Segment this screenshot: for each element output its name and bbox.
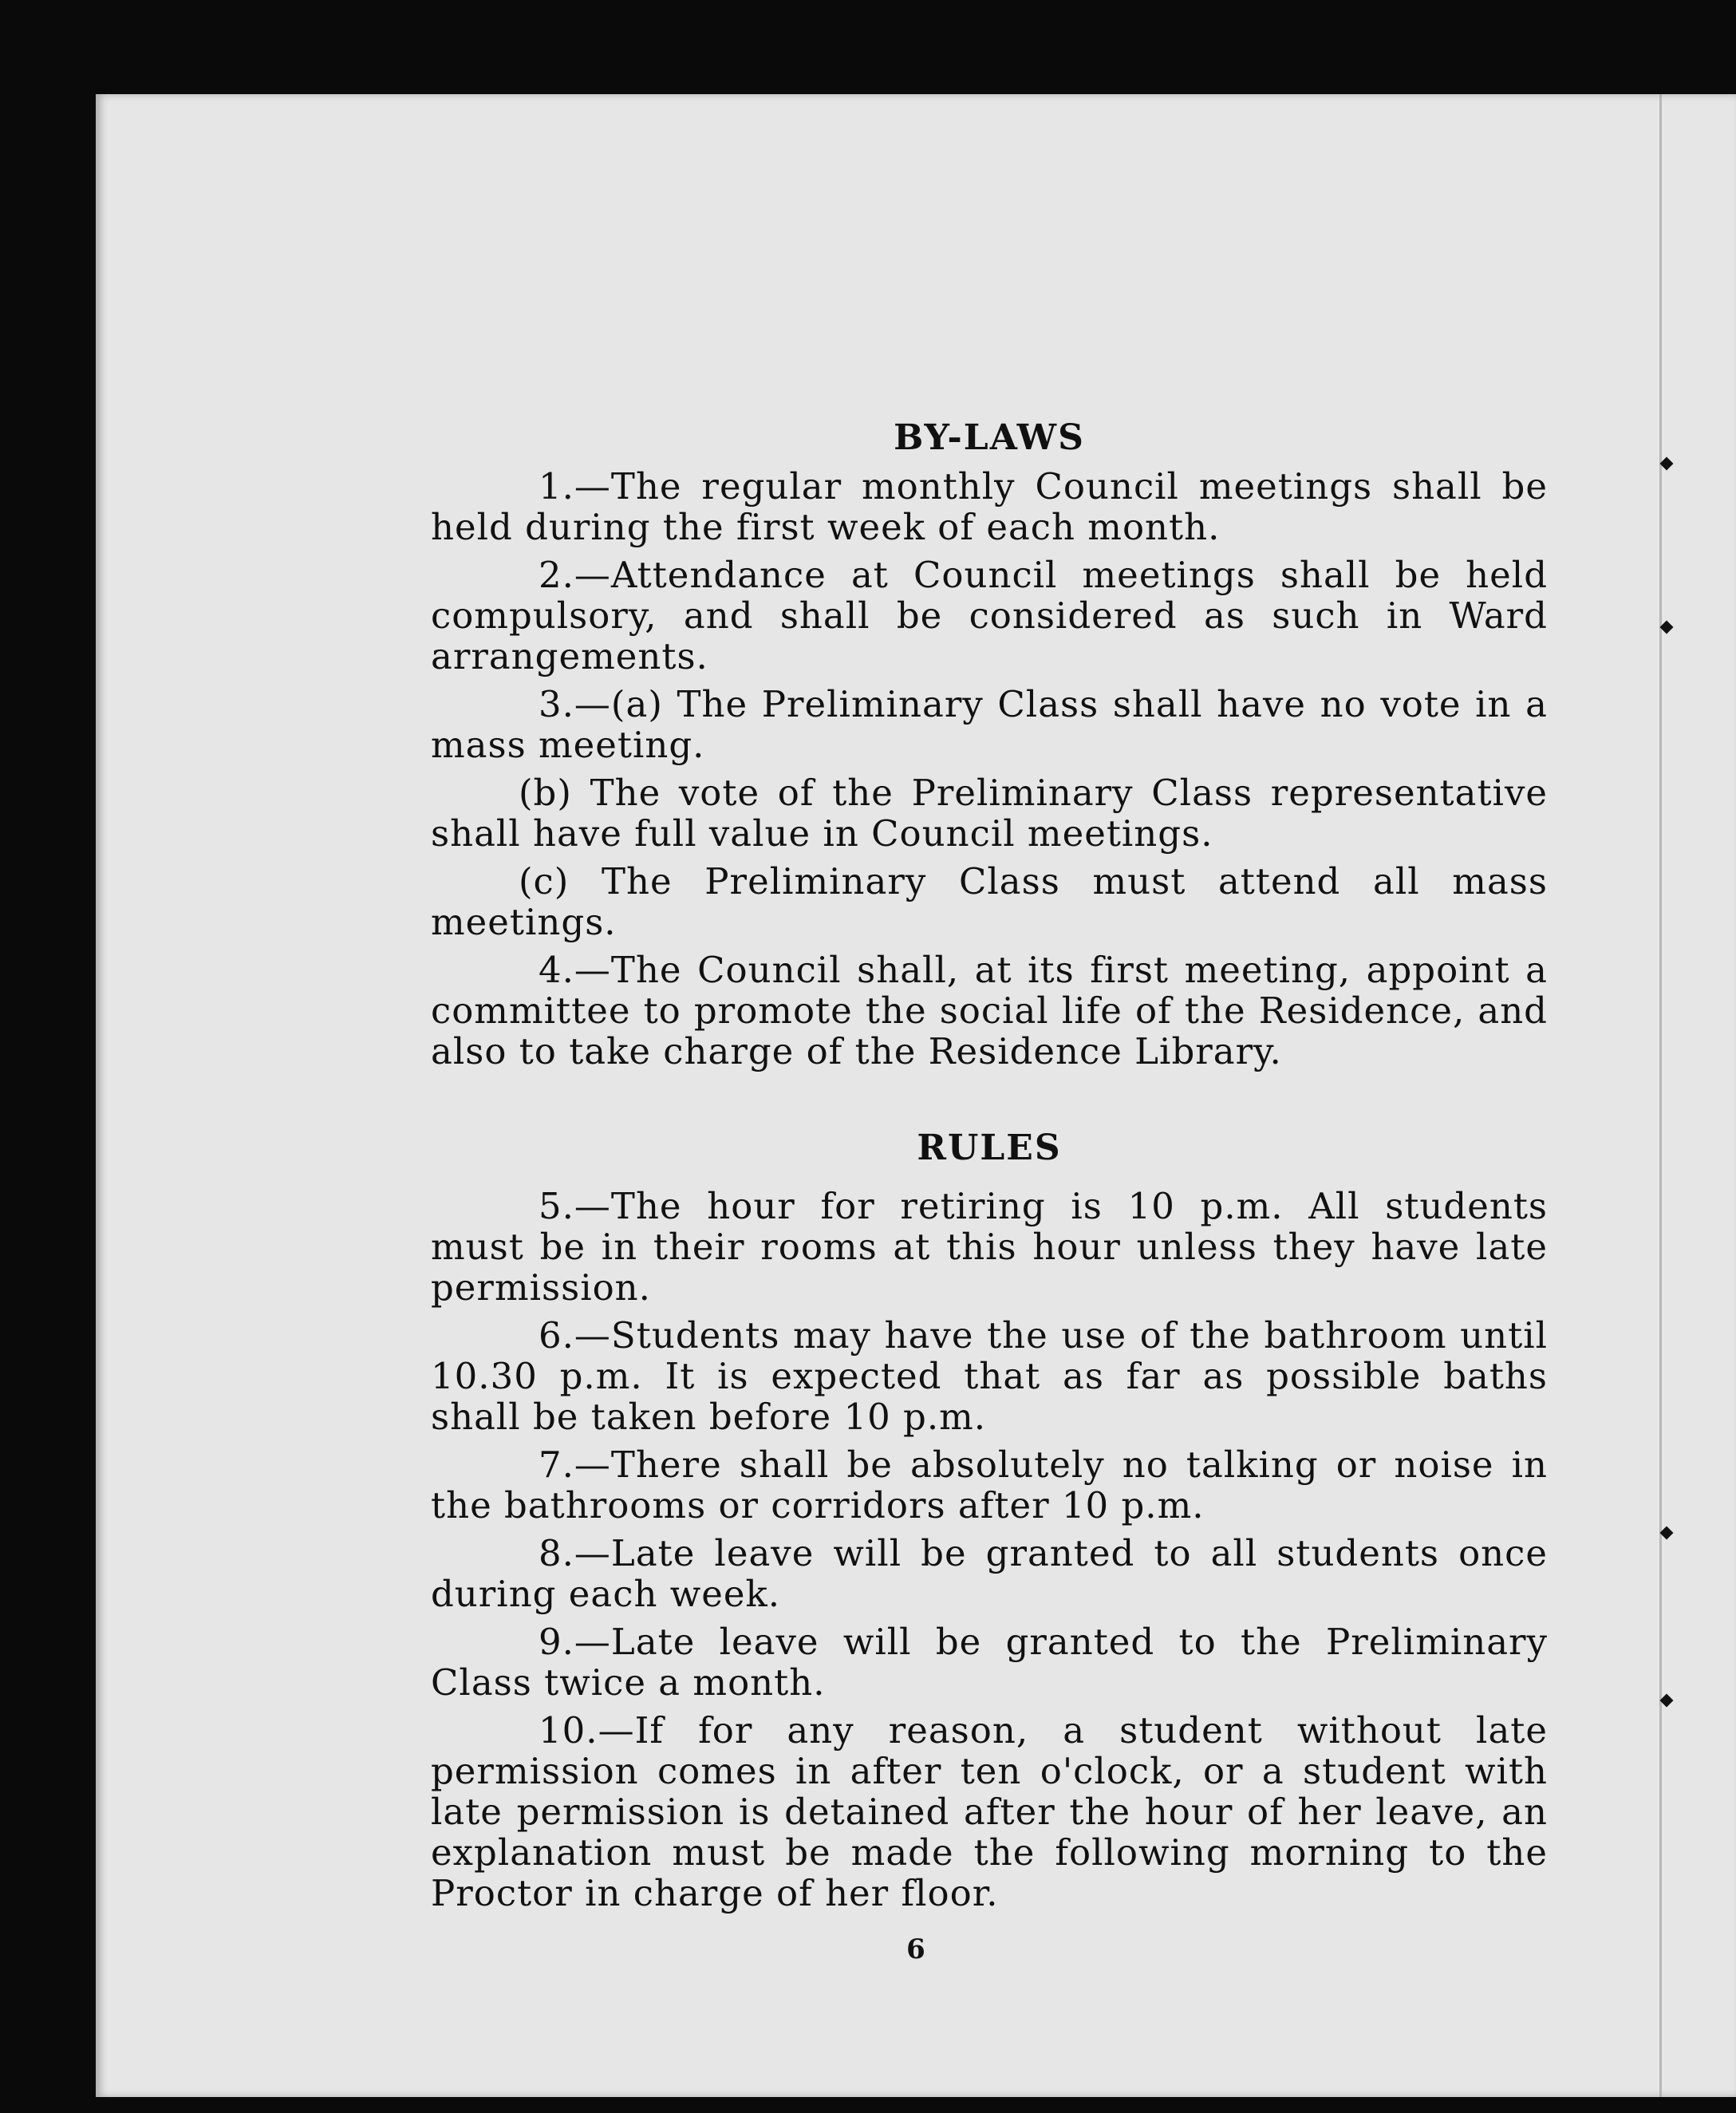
rules-heading: RULES (917, 1128, 1062, 1168)
rule-10: 10.—If for any reason, a student without late permission comes in after ten o'clock, or a student with late permission is detained after the hour of her leave, an explanation must be made the following morning to the Proctor in charge of her floor. (431, 1709, 1548, 1914)
bylaw-4: 4.—The Council shall, at its first meeting, appoint a committee to promote the social life of the Residence, and also to take charge of the Residence Library. (431, 949, 1548, 1072)
bylaws-heading: BY-LAWS (894, 417, 1085, 458)
rule-8: 8.—Late leave will be granted to all students once during each week. (431, 1532, 1548, 1615)
bylaw-3b: (b) The vote of the Preliminary Class representative shall have full value in Council meetings. (431, 772, 1548, 855)
rule-6: 6.—Students may have the use of the bathroom until 10.30 p.m. It is expected that as far as possible baths shall be taken before 10 p.m. (431, 1314, 1548, 1438)
bylaw-3c: (c) The Preliminary Class must attend all mass meetings. (431, 860, 1548, 943)
page-text (431, 417, 1548, 1921)
page-number: 6 (906, 1933, 925, 1965)
page-gutter (1659, 94, 1662, 2097)
rule-7: 7.—There shall be absolutely no talking or noise in the bathrooms or corridors after 10 p.m. (431, 1444, 1548, 1526)
document-page (96, 94, 1736, 2097)
bylaw-1: 1.—The regular monthly Council meetings shall be held during the first week of each month. (431, 465, 1548, 548)
rule-5: 5.—The hour for retiring is 10 p.m. All students must be in their rooms at this hour unless they have late permission. (431, 1185, 1548, 1309)
rule-9: 9.—Late leave will be granted to the Preliminary Class twice a month. (431, 1621, 1548, 1704)
bylaw-2: 2.—Attendance at Council meetings shall be held compulsory, and shall be considered as such in Ward arrangements. (431, 554, 1548, 677)
bylaw-3a: 3.—(a) The Preliminary Class shall have no vote in a mass meeting. (431, 683, 1548, 766)
